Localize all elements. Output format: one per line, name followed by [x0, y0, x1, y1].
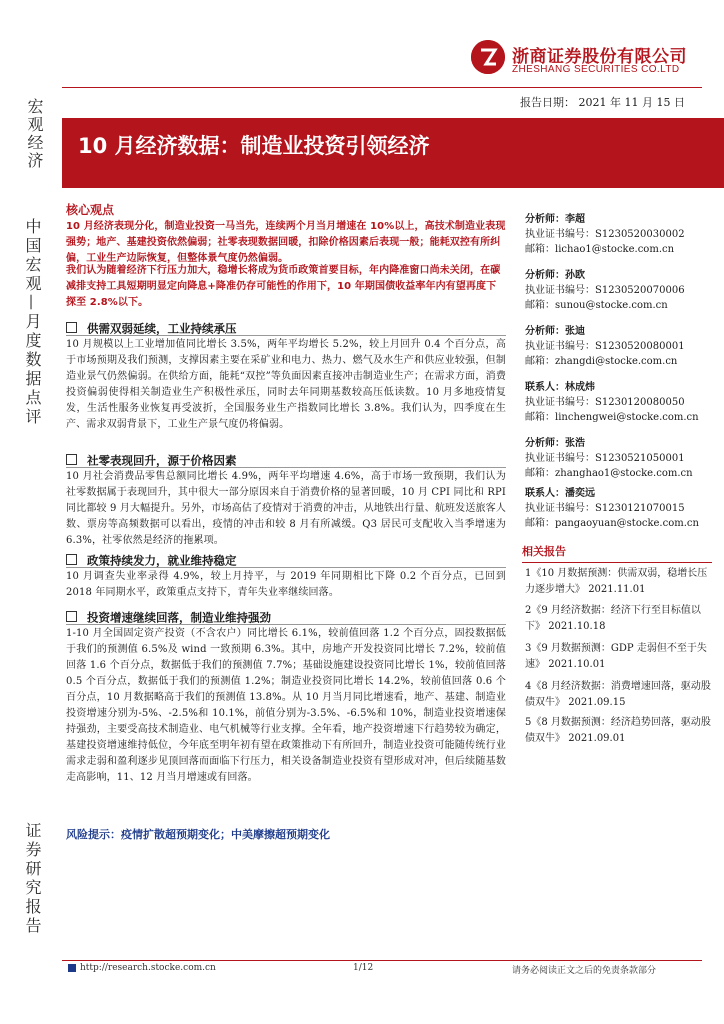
core-heading: 核心观点 [66, 203, 115, 217]
related-report-link[interactable] [525, 603, 715, 635]
square-bullet-icon [66, 611, 77, 622]
analyst-name: 林成炜 [565, 382, 595, 393]
header-divider [62, 87, 702, 88]
cert-number: S1230521050001 [595, 453, 685, 464]
cert-number: S1230120080050 [595, 397, 685, 408]
related-report-date: 2021.09.15 [568, 697, 626, 708]
related-report-date: 2021.11.01 [588, 584, 646, 595]
related-report-link[interactable] [525, 679, 715, 711]
page-number: 1/12 [353, 963, 374, 973]
company-name-en: ZHESHANG SECURITIES CO.LTD [512, 64, 680, 75]
email-address[interactable]: pangaoyuan@stocke.com.cn [555, 518, 699, 529]
zheshang-logo-icon [471, 40, 505, 74]
company-name-cn: 浙商证券股份有限公司 [512, 47, 687, 67]
email-label: 邮箱： [525, 300, 555, 311]
cert-label: 执业证书编号： [525, 503, 595, 514]
cert-number: S1230520030002 [595, 229, 685, 240]
analyst-role: 分析师： [525, 438, 565, 449]
related-report-date: 2021.10.01 [548, 659, 606, 670]
cert-label: 执业证书编号： [525, 229, 595, 240]
email-address[interactable]: zhanghao1@stocke.com.cn [555, 468, 693, 479]
email-label: 邮箱： [525, 412, 555, 423]
report-date-label: 报告日期： [520, 96, 575, 109]
analyst-card [525, 380, 715, 425]
analyst-card [525, 486, 715, 531]
cert-number: S1230520070006 [595, 285, 685, 296]
section-rule [66, 467, 506, 468]
category-label: 宏观经济 [25, 98, 44, 170]
section-heading [66, 450, 506, 466]
report-date-value: 2021 年 11 月 15 日 [578, 96, 685, 109]
footer-disclaimer: 请务必阅读正文之后的免责条款部分 [512, 966, 657, 976]
report-date [520, 94, 685, 110]
section-body: 1-10 月全国固定资产投资（不含农户）同比增长 6.1%，较前值回落 1.2 个百分点，固投数据低于我们的预测值 6.5%及 wind 一致预期 6.3%。其中，房地产开发投资同比增长 7.2%，较前值回落 1.6 个百分点，数据低于我们的预测值 7.7%；基础设施建设投资同比增长 1%，较前值回落 0.5 个百分点，数据低于我们的预测值 1.2%；制造业投资同比增长 14.2%，较前值回落 0.6 个百分点，10 月数据略高于我们的预测值 13.8%。从 10 月当月同比增速看，地产、基建、制造业投资增速分别为-5%、-2.5%和 10.1%，前值分别为-3.5%、-6.5%和 10%，制造业投资增速保持强劲，主要受高技术制造业、电气机械等行业支撑。全年看，地产投资增速下行趋势较为确定，基建投资增速维持低位，今年底至明年初有望在政策推动下有所回升，制造业投资可能随传统行业需求走弱和盈利逐步见顶回落而面临下行压力，相关设备制造业投资有望形成对冲，但后续随基数走高影响，11、12 月当月增速或有回落。 [66, 628, 506, 783]
section-body: 10 月社会消费品零售总额同比增长 4.9%，两年平均增速 4.6%，高于市场一致预期，我们认为社零数据属于表现回升，其中很大一部分原因来自于消费价格的显著回暖，10 月 CPI 同比和 RPI 同比都较 9 月大幅提升。另外，市场高估了疫情对于消费的冲击，从地铁出行量、航班发送旅客人数、票房等高频数据可以看出，疫情的冲击和较 8 月有所减缓。Q3 居民可支配收入当季增速为 6.3%，社零依然是经济的拖累项。 [66, 471, 506, 546]
footer-url[interactable] [68, 963, 216, 973]
footer-url-text[interactable]: http://research.stocke.com.cn [80, 963, 216, 973]
related-reports-heading: 相关报告 [522, 543, 712, 563]
section-rule [66, 335, 506, 336]
series-label: 中国宏观—月度数据点评 [23, 218, 42, 427]
cert-label: 执业证书编号： [525, 285, 595, 296]
email-address[interactable]: sunou@stocke.com.cn [555, 300, 668, 311]
related-report-title[interactable]: 3《9 月数据预测：GDP 走弱但不至于失速》 [525, 643, 707, 670]
core-paragraph-1: 10 月经济表现分化，制造业投资一马当先，连续两个月当月增速在 10%以上，高技术制造业表现强势；地产、基建投资依然偏弱；社零表现数据回暖，扣除价格因素后表现一般；能耗双控有所纠偏，工业生产边际恢复，但整体景气度仍然偏弱。 [66, 221, 506, 264]
report-type-label: 证券研究报告 [23, 822, 42, 936]
section-heading-text: 供需双弱延续，工业持续承压 [87, 321, 237, 336]
related-report-title[interactable]: 2《9 月经济数据：经济下行至目标值以下》 [525, 605, 701, 632]
email-label: 邮箱： [525, 518, 555, 529]
analyst-card [525, 268, 715, 313]
related-report-title[interactable]: 1《10 月数据预测：供需双弱，稳增长压力逐步增大》 [525, 568, 708, 595]
square-bullet-icon [66, 554, 77, 565]
cert-number: S1230121070015 [595, 503, 685, 514]
email-address[interactable]: lichao1@stocke.com.cn [555, 244, 675, 255]
email-address[interactable]: linchengwei@stocke.com.cn [555, 412, 699, 423]
related-report-date: 2021.10.18 [548, 621, 606, 632]
analyst-card [525, 324, 715, 369]
section-heading [66, 550, 506, 566]
section-heading [66, 607, 506, 623]
related-report-title[interactable]: 5《8 月数据预测：经济趋势回落，驱动股债双牛》 [525, 717, 711, 744]
email-label: 邮箱： [525, 468, 555, 479]
section-heading [66, 318, 506, 334]
analyst-name: 潘奕远 [565, 488, 595, 499]
analyst-role: 联系人： [525, 488, 565, 499]
section-heading-text: 投资增速继续回落，制造业维持强劲 [87, 610, 271, 625]
email-label: 邮箱： [525, 356, 555, 367]
section-heading-text: 政策持续发力，就业维持稳定 [87, 553, 237, 568]
related-report-link[interactable] [525, 566, 715, 598]
section-rule [66, 624, 506, 625]
related-report-title[interactable]: 4《8 月经济数据：消费增速回落，驱动股债双牛》 [525, 681, 711, 708]
core-paragraph-2: 我们认为随着经济下行压力加大，稳增长将成为货币政策首要目标，年内降准窗口尚未关闭，在碳减排支持工具短期明显定向降息+降准仍存可能性的作用下，10 年期国债收益率年内有望再度下探至 2.8%以下。 [66, 265, 501, 308]
analyst-card [525, 212, 715, 257]
cert-number: S1230520080001 [595, 341, 685, 352]
analyst-card [525, 436, 715, 481]
cert-label: 执业证书编号： [525, 397, 595, 408]
section-body: 10 月规模以上工业增加值同比增长 3.5%，两年平均增长 5.2%，较上月回升 0.4 个百分点，高于市场预期及我们预测，支撑因素主要在采矿业和电力、热力、燃气及水生产和供应业较强，但制造业景气仍然偏弱。在供给方面，能耗“双控”等负面因素直接冲击制造业生产；在需求方面，消费投资偏弱使得相关制造业生产积极性承压，同时去年同期基数较高压低读数。10 月多地疫情复发，生活性服务业恢复再受波折，全国服务业生产指数同比增长 3.8%。我们认为，四季度在生产、需求双弱背景下，工业生产景气度仍将偏弱。 [66, 339, 506, 430]
analyst-name: 李超 [565, 214, 585, 225]
analyst-role: 分析师： [525, 326, 565, 337]
risk-warning: 风险提示：疫情扩散超预期变化；中美摩擦超预期变化 [66, 828, 330, 841]
analyst-name: 张浩 [565, 438, 585, 449]
analyst-role: 联系人： [525, 382, 565, 393]
email-label: 邮箱： [525, 244, 555, 255]
related-report-date: 2021.09.01 [568, 733, 626, 744]
cert-label: 执业证书编号： [525, 453, 595, 464]
analyst-role: 分析师： [525, 270, 565, 281]
square-bullet-icon [66, 454, 77, 465]
analyst-role: 分析师： [525, 214, 565, 225]
related-report-link[interactable] [525, 715, 715, 747]
related-report-link[interactable] [525, 641, 715, 673]
globe-icon [68, 964, 76, 972]
email-address[interactable]: zhangdi@stocke.com.cn [555, 356, 678, 367]
section-rule [66, 567, 506, 568]
section-body: 10 月调查失业率录得 4.9%，较上月持平，与 2019 年同期相比下降 0.2 个百分点，已回到 2018 年同期水平，政策重点支持下，青年失业率继续回落。 [66, 571, 506, 598]
analyst-name: 张迪 [565, 326, 585, 337]
square-bullet-icon [66, 322, 77, 333]
section-heading-text: 社零表现回升，源于价格因素 [87, 453, 237, 468]
cert-label: 执业证书编号： [525, 341, 595, 352]
page-title: 10 月经济数据：制造业投资引领经济 [78, 134, 430, 158]
analyst-name: 孙欧 [565, 270, 585, 281]
footer-divider [62, 960, 702, 961]
